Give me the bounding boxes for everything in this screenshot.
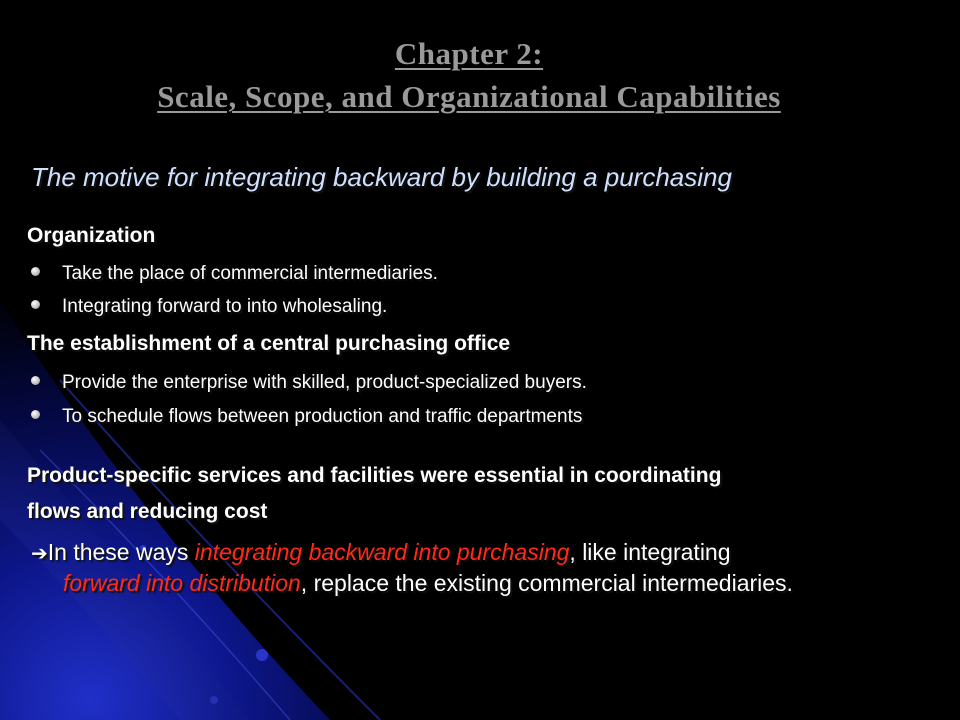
bullet-dot-icon bbox=[31, 376, 40, 385]
bullet-dot-icon bbox=[31, 410, 40, 419]
section-heading-services-line2: flows and reducing cost bbox=[27, 500, 268, 523]
bullet-item: Provide the enterprise with skilled, product-specialized buyers. bbox=[31, 372, 587, 394]
bullet-dot-icon bbox=[31, 267, 40, 276]
slide-title-line1: Chapter 2: bbox=[394, 36, 544, 71]
emphasis-forward: forward into distribution bbox=[63, 570, 301, 596]
right-arrow-icon: ➔ bbox=[31, 541, 48, 565]
bullet-item: Take the place of commercial intermediaries. bbox=[31, 263, 438, 285]
bullet-item: Integrating forward to into wholesaling. bbox=[31, 296, 387, 318]
emphasis-backward: integrating backward into purchasing bbox=[194, 539, 570, 565]
section-heading-organization: Organization bbox=[27, 224, 156, 247]
bullet-dot-icon bbox=[31, 300, 40, 309]
section-heading-purchasing-office: The establishment of a central purchasing office bbox=[27, 332, 511, 355]
section-heading-services-line1: Product-specific services and facilities were essential in coordinating bbox=[27, 464, 722, 487]
conclusion-text: ➔In these ways integrating backward into purchasing, like integrating forward into distribution, replace the existing commercial intermediaries. bbox=[31, 539, 793, 596]
slide-title-line2: Scale, Scope, and Organizational Capabilities bbox=[157, 79, 781, 114]
bullet-item: To schedule flows between production and traffic departments bbox=[31, 406, 582, 428]
slide-subtitle: The motive for integrating backward by building a purchasing bbox=[31, 162, 732, 192]
